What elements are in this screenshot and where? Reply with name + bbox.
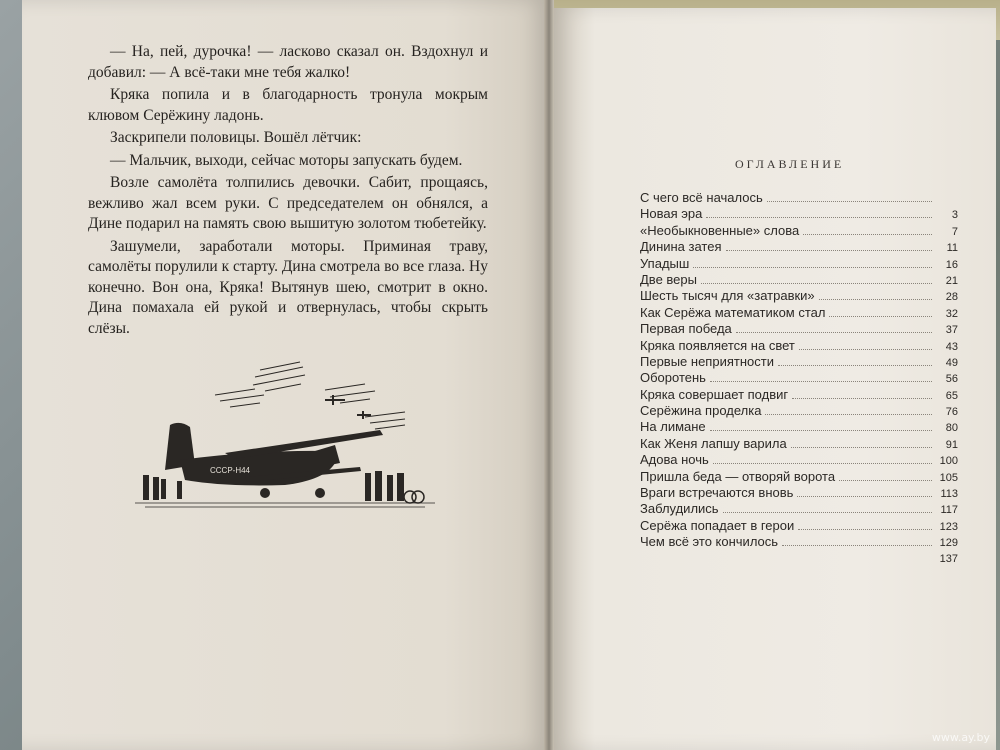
toc-entry-page: 11 <box>946 242 958 255</box>
toc-entry-title: Новая эра <box>640 206 703 222</box>
toc-dot-leader <box>767 191 932 202</box>
toc-dot-leader <box>778 355 932 366</box>
book-gutter <box>544 0 554 750</box>
toc-entry-page: 100 <box>939 455 958 468</box>
toc-entry-page: 49 <box>945 356 958 369</box>
plane-marking: СССР-Н44 <box>210 466 251 475</box>
toc-entry-page: 21 <box>945 274 958 287</box>
toc-entry <box>640 206 958 222</box>
toc-entry-page: 3 <box>951 209 958 222</box>
toc-entry <box>640 321 958 337</box>
toc-entry-title: Чем всё это кончилось <box>640 534 779 550</box>
toc-entry-title: Адова ночь <box>640 452 709 468</box>
toc-entry-title: Пришла беда — отворяй ворота <box>640 468 836 484</box>
toc-entry <box>640 501 958 517</box>
paragraph: Кряка попила и в благодарность тронула мокрым клювом Серёжину ладонь. <box>88 86 488 124</box>
toc-entry-title: Кряка совершает подвиг <box>640 386 789 402</box>
toc-entry-page: 80 <box>945 422 958 435</box>
toc-entry-page: 37 <box>945 324 958 337</box>
toc-entry-title: Серёжина проделка <box>640 403 762 419</box>
toc-dot-leader <box>797 486 932 497</box>
toc-entry-page: 137 <box>939 552 958 565</box>
toc-dot-leader <box>829 306 932 317</box>
toc-dot-leader <box>706 207 932 218</box>
toc-entry-page: 117 <box>940 504 958 517</box>
toc-entry <box>640 518 958 534</box>
toc-entry <box>640 305 958 321</box>
toc-entry <box>640 354 958 370</box>
toc-entry <box>640 419 958 435</box>
watermark: www.ay.by <box>931 731 990 744</box>
toc-entry <box>640 256 958 272</box>
toc-dot-leader <box>736 322 932 333</box>
toc-dot-leader <box>710 420 932 431</box>
toc-dot-leader <box>726 240 932 251</box>
toc-entry <box>640 485 958 501</box>
toc-entry-title: Заблудились <box>640 501 719 517</box>
toc-entry <box>640 338 958 354</box>
toc-dot-leader <box>710 371 932 382</box>
toc-dot-leader <box>798 519 932 530</box>
toc-dot-leader <box>792 388 932 399</box>
toc-entry <box>640 288 958 304</box>
airplane-illustration <box>135 355 435 530</box>
toc-entry-title: «Необыкновенные» слова <box>640 222 800 238</box>
toc-dot-leader <box>819 289 932 300</box>
toc-entry <box>640 223 958 239</box>
toc-entry-title: Упадыш <box>640 255 690 271</box>
toc-entry-page: 7 <box>951 225 958 238</box>
toc-dot-leader <box>701 273 932 284</box>
toc-entry <box>640 551 958 567</box>
toc-entry <box>640 469 958 485</box>
toc-dot-leader <box>782 535 932 546</box>
paragraph: — На, пей, дурочка! — ласково сказал он. Вздохнул и добавил: — А всё-таки мне тебя жалко! <box>88 43 488 81</box>
toc-entry-page: 65 <box>945 389 958 402</box>
toc-entry-page: 76 <box>945 406 958 419</box>
toc-entry-title: Кряка появляется на свет <box>640 337 795 353</box>
toc-entry <box>640 239 958 255</box>
toc-dot-leader <box>723 502 932 513</box>
toc-entry-title: Оборотень <box>640 370 706 386</box>
paragraph: Заскрипели половицы. Вошёл лётчик: <box>110 129 362 146</box>
toc-entry <box>640 272 958 288</box>
paragraph: Зашумели, заработали моторы. Приминая траву, самолёты порулили к старту. Дина смотрела во все глаза. Ну конечно. Вон она, Кряка! Вытянув шею, смотрит в окно. Дина помахала ей рукой и отвернулась, чтобы скрыть слёзы. <box>88 237 488 337</box>
toc-entry-page: 105 <box>939 471 958 484</box>
toc-entry-title: Враги встречаются вновь <box>640 485 794 501</box>
toc-dot-leader <box>693 257 932 268</box>
paragraph: Возле самолёта толпились девочки. Сабит, прощаясь, вежливо жал всем руки. С председателем он обнялся, а Дине подарил на память свою вышитую золотом тюбетейку. <box>88 174 488 232</box>
toc-entry <box>640 403 958 419</box>
toc-entry-title: Первые неприятности <box>640 353 774 369</box>
toc-dot-leader <box>644 552 932 562</box>
toc-entry-title: С чего всё началось <box>640 190 763 205</box>
paragraph: — Мальчик, выходи, сейчас моторы запускать будем. <box>110 151 463 169</box>
toc-entry-page: 129 <box>939 537 958 550</box>
toc-heading: ОГЛАВЛЕНИЕ <box>735 157 845 171</box>
toc-dot-leader <box>839 470 932 481</box>
toc-entry-page: 113 <box>940 488 958 501</box>
toc-entry-page: 16 <box>945 258 958 271</box>
toc-entry-title: Шесть тысяч для «затравки» <box>640 288 815 304</box>
toc-entry-page: 32 <box>945 307 958 320</box>
story-text <box>88 42 488 341</box>
toc-entry <box>640 436 958 452</box>
toc-entry-title: Динина затея <box>640 239 722 255</box>
toc-entry <box>640 370 958 386</box>
toc-entry-page: 91 <box>945 438 958 451</box>
toc-entry-title: Как Женя лапшу варила <box>640 435 787 451</box>
toc-entry <box>640 534 958 550</box>
toc-entry-page: 123 <box>939 520 958 533</box>
toc-dot-leader <box>799 339 932 350</box>
toc-entry <box>640 190 958 206</box>
toc-entry-page: 43 <box>945 340 958 353</box>
toc-entry <box>640 387 958 403</box>
toc-entry-title: Две веры <box>640 271 697 287</box>
toc-dot-leader <box>713 453 932 464</box>
toc-entry-page: 28 <box>945 291 958 304</box>
table-of-contents <box>640 190 958 567</box>
toc-entry-title: Серёжа попадает в герои <box>640 517 795 533</box>
toc-entry <box>640 452 958 468</box>
toc-entry-title: Первая победа <box>640 321 732 337</box>
toc-dot-leader <box>765 404 932 415</box>
toc-dot-leader <box>803 224 932 235</box>
toc-dot-leader <box>791 437 932 448</box>
toc-entry-title: Как Серёжа математиком стал <box>640 304 826 320</box>
toc-entry-page: 56 <box>945 373 958 386</box>
toc-entry-title: На лимане <box>640 419 706 435</box>
